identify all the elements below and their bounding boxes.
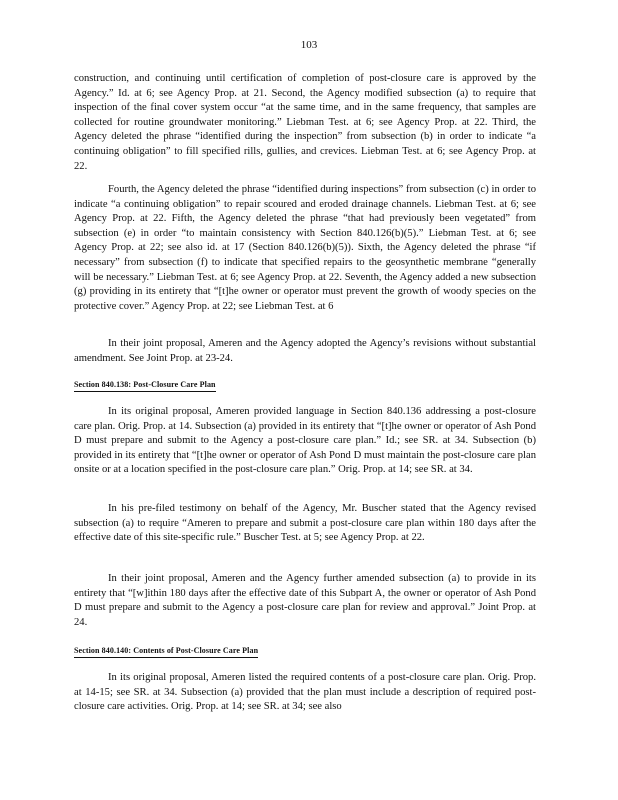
paragraph-continuation: construction, and continuing until certification of completion of post-closure care is approved by the Agency.” Id. at 6; see Agency Prop. at 21. Second, the Agency modified subsection (a) to require that inspection of the final cover system occur “at the same time, and in the same frequency, that samples are collected for routine groundwater monitoring.” Liebman Test. at 6; see Agency Prop. at 22. Third, the Agency deleted the phrase “identified during the inspection” from subsection (b) in order to indicate “a continuing obligation” to fill specified rills, gullies, and crevices. Liebman Test. at 6; see Agency Prop. at 22. [74,73,536,172]
section-heading-840-140: Section 840.140: Contents of Post-Closure Care Plan [74,646,258,658]
page-number: 103 [300,39,318,51]
paragraph-contents: In its original proposal, Ameren listed the required contents of a post-closure care plan. Orig. Prop. at 14-15; see SR. at 34. Subsection (a) provided that the plan must include a description of required post-closure care activities. Orig. Prop. at 14; see SR. at 34; see also [74,672,536,713]
paragraph-joint-proposal: In their joint proposal, Ameren and the Agency adopted the Agency’s revisions without substantial amendment. See Joint Prop. at 23-24. [74,338,536,364]
paragraph-buscher-testimony: In his pre-filed testimony on behalf of the Agency, Mr. Buscher stated that the Agency revised subsection (a) to require “Ameren to prepare and submit a post-closure care plan within 180 days after the effective date of this site-specific rule.” Buscher Test. at 5; see Agency Prop. at 22. [74,503,536,544]
paragraph-joint-amendment: In their joint proposal, Ameren and the Agency further amended subsection (a) to provide in its entirety that “[w]ithin 180 days after the effective date of this Subpart A, the owner or operator of Ash Pond D must prepare and submit to the Agency a post-closure care plan for review and approval.” Joint Prop. at 24. [74,573,536,628]
section-heading-840-138: Section 840.138: Post-Closure Care Plan [74,380,216,392]
paragraph-original-proposal: In its original proposal, Ameren provided language in Section 840.136 addressing a post-closure care plan. Orig. Prop. at 14. Subsection (a) provided in its entirety that “[t]he owner or operator of Ash Pond D must prepare and submit to the Agency a post-closure care plan.” Id.; see SR. at 34. Subsection (b) provided in its entirety that “[t]he owner or operator of Ash Pond D must maintain the post-closure care plan onsite or at a location specified in the post-closure care plan.” Orig. Prop. at 14; see SR. at 34. [74,406,536,476]
paragraph-fourth-fifth: Fourth, the Agency deleted the phrase “identified during inspections” from subsection (c) in order to indicate “a continuing obligation” to repair scoured and eroded drainage channels. Liebman Test. at 6; see Agency Prop. at 22. Fifth, the Agency deleted the phrase “that had previously been vegetated” from subsection (e) in order “to maintain consistency with Section 840.126(b)(5).” Liebman Test. at 6; see Agency Prop. at 22; see also id. at 17 (Section 840.126(b)(5)). Sixth, the Agency deleted the phrase “if necessary” from subsection (f) to indicate that specified repairs to the geosynthetic membrane “generally will be necessary.” Liebman Test. at 6; see Agency Prop. at 22. Seventh, the Agency added a new subsection (g) providing in its entirety that “[t]he owner or operator must prevent the growth of woody species on the protective cover.” Agency Prop. at 22; see Liebman Test. at 6 [74,184,536,312]
